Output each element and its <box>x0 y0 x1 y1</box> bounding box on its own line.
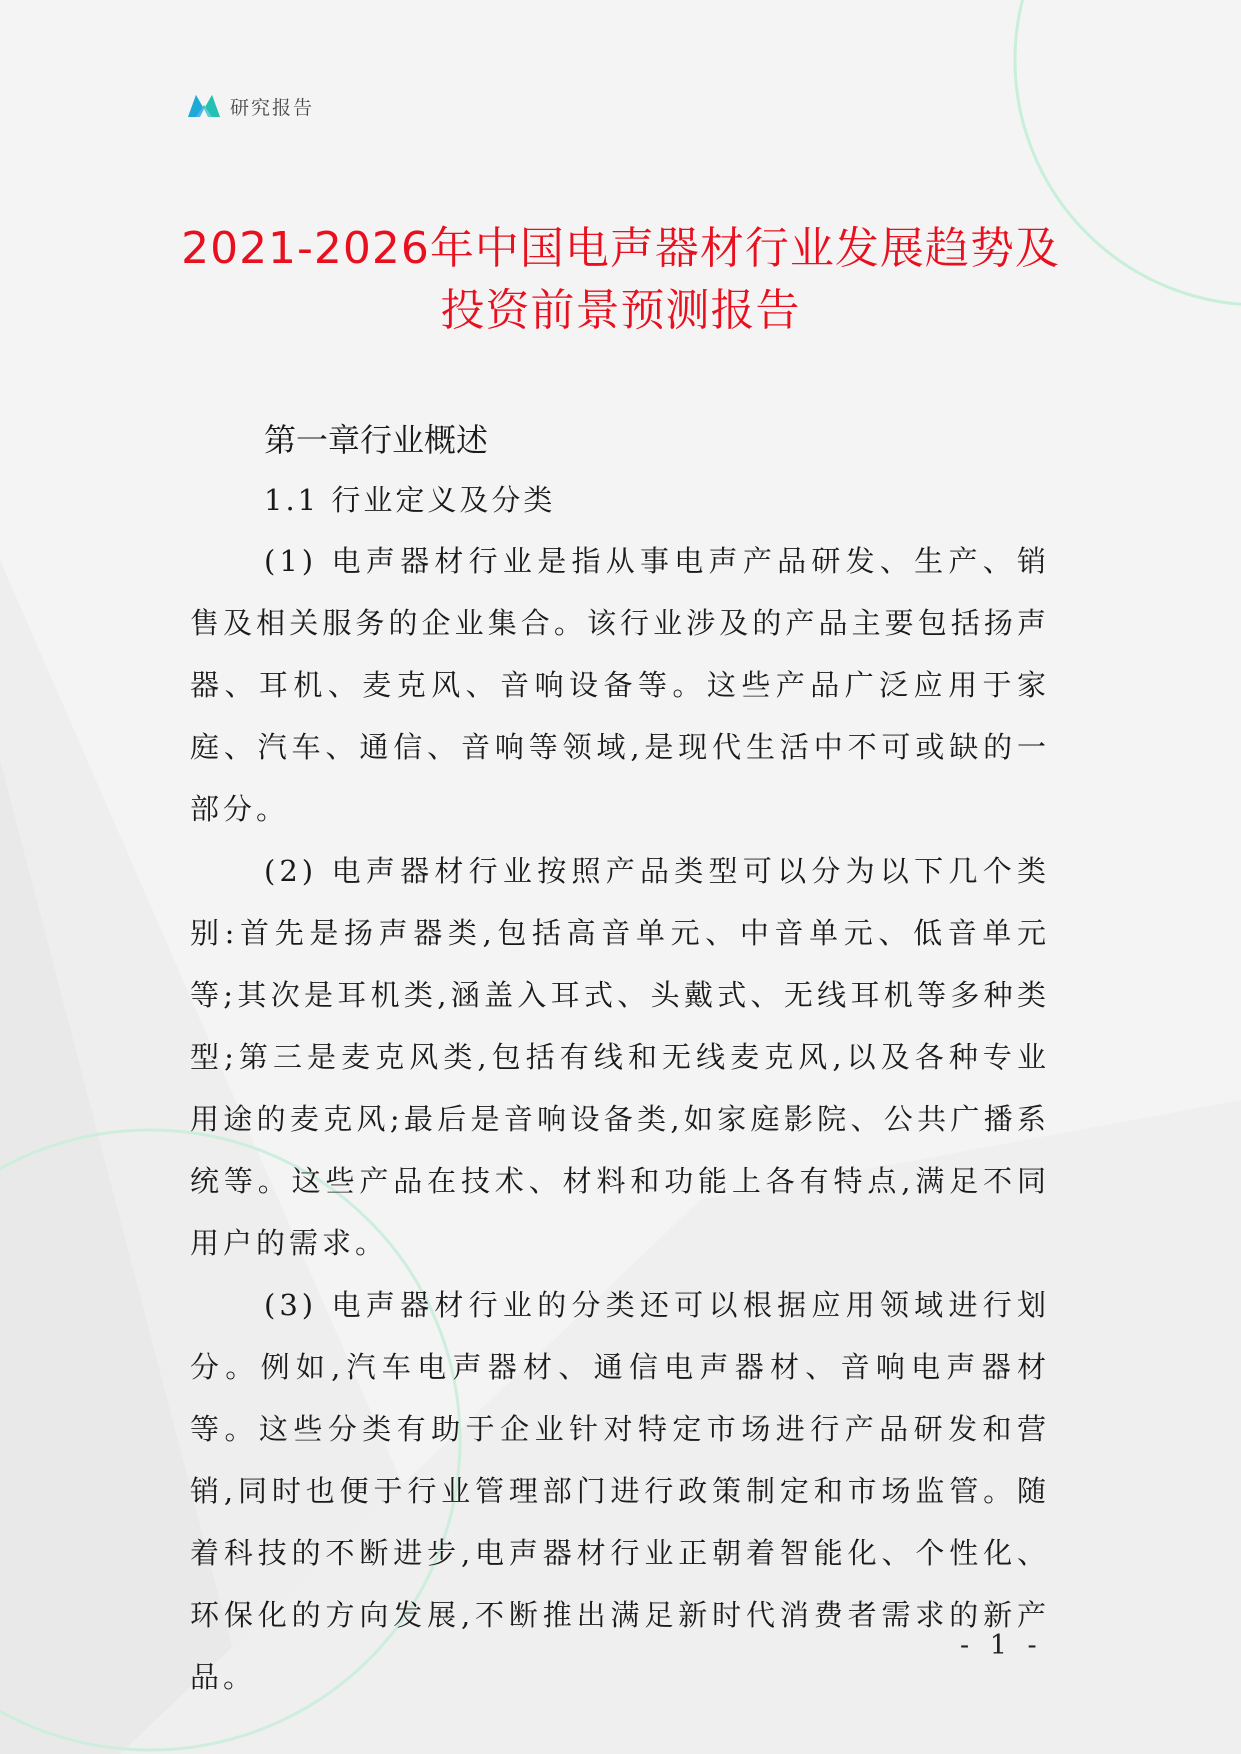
document-title <box>150 218 1091 342</box>
header <box>186 88 314 124</box>
section-heading: 1.1 行业定义及分类 <box>264 483 556 517</box>
chapter-heading: 第一章行业概述 <box>264 421 489 459</box>
header-label: 研究报告 <box>230 96 315 119</box>
page-number: - 1 - <box>960 1630 1043 1661</box>
title-line-2: 投资前景预测报告 <box>440 285 801 336</box>
brand-logo-icon <box>186 91 222 121</box>
paragraph: (2) 电声器材行业按照产品类型可以分为以下几个类别:首先是扬声器类,包括高音单元、中音单元、低音单元等;其次是耳机类,涵盖入耳式、头戴式、无线耳机等多种类型;第三是麦克风类,包括有线和无线麦克风,以及各种专业用途的麦克风;最后是音响设备类,如家庭影院、公共广播系统等。这些产品在技术、材料和功能上各有特点,满足不同用户的需求。 <box>190 854 1050 1260</box>
paragraph: (1) 电声器材行业是指从事电声产品研发、生产、销售及相关服务的企业集合。该行业涉及的产品主要包括扬声器、耳机、麦克风、音响设备等。这些产品广泛应用于家庭、汽车、通信、音响等领域,是现代生活中不可或缺的一部分。 <box>190 544 1050 826</box>
title-line-1: 2021-2026年中国电声器材行业发展趋势及 <box>181 223 1060 274</box>
paragraph: (3) 电声器材行业的分类还可以根据应用领域进行划分。例如,汽车电声器材、通信电声器材、音响电声器材等。这些分类有助于企业针对特定市场进行产品研发和营销,同时也便于行业管理部门进行政策制定和市场监管。随着科技的不断进步,电声器材行业正朝着智能化、个性化、环保化的方向发展,不断推出满足新时代消费者需求的新产品。 <box>190 1288 1050 1694</box>
document-body <box>190 410 1050 1708</box>
